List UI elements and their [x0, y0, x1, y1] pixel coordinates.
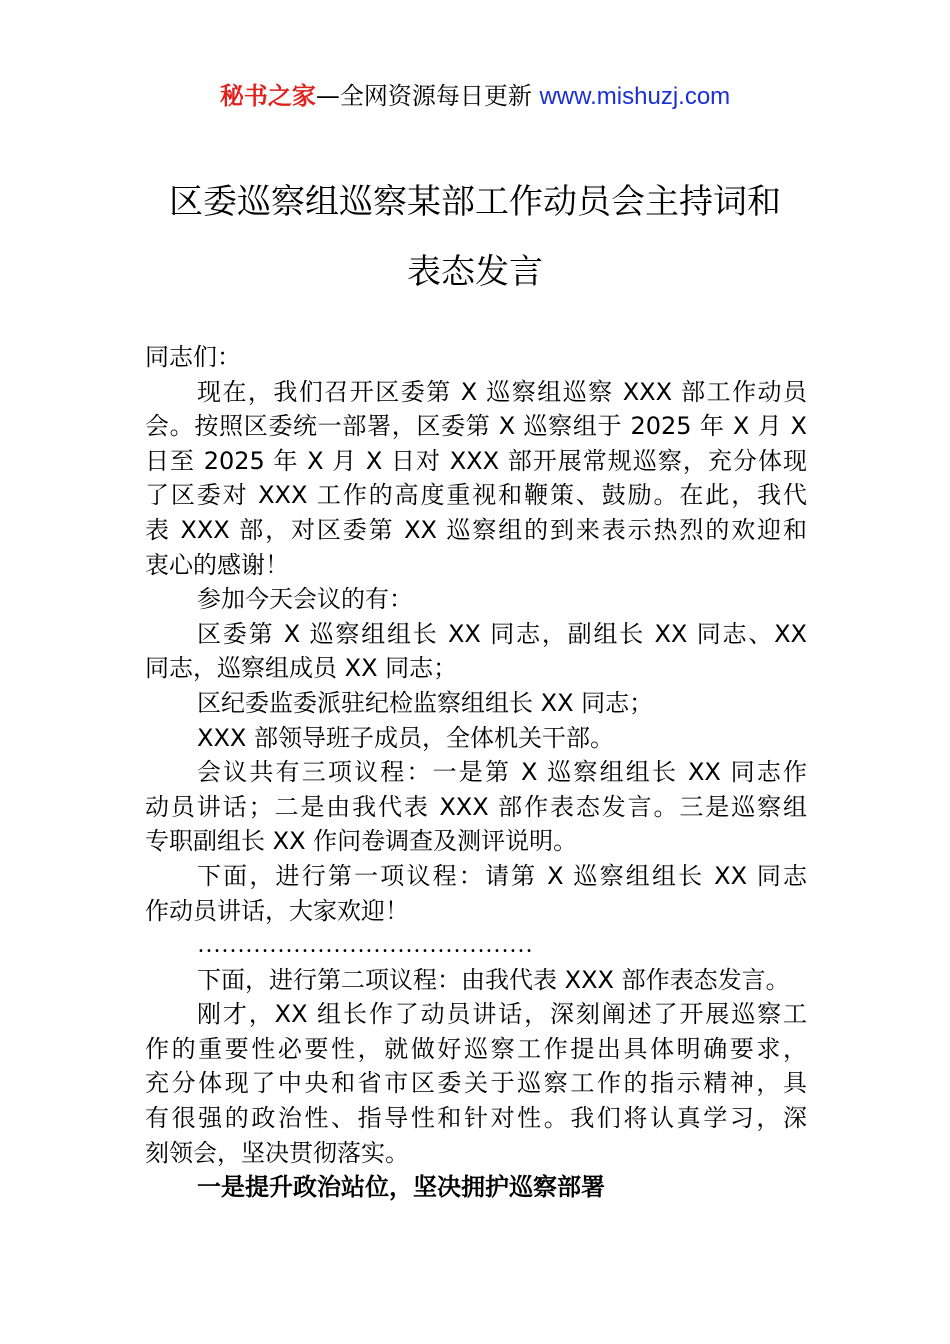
paragraph-line: 现在，我们召开区委第 X 巡察组巡察 XXX 部工作动员 — [197, 377, 807, 406]
paragraph-line: XXX 部领导班子成员，全体机关干部。 — [197, 723, 614, 752]
paragraph-line: 刚才，XX 组长作了动员讲话，深刻阐述了开展巡察工 — [197, 1000, 807, 1029]
paragraph-line: 同志，巡察组成员 XX 同志； — [145, 654, 458, 683]
paragraph-line: 作动员讲话，大家欢迎！ — [145, 896, 409, 925]
header-tagline: —全网资源每日更新 — [315, 82, 540, 110]
paragraph-line: 下面，进行第一项议程：请第 X 巡察组组长 XX 同志 — [197, 861, 807, 890]
paragraph-line: 动员讲话；二是由我代表 XXX 部作表态发言。三是巡察组 — [145, 792, 807, 821]
section-heading: 一是提升政治站位，坚决拥护巡察部署 — [197, 1173, 605, 1202]
paragraph-line: 作的重要性必要性，就做好巡察工作提出具体明确要求， — [145, 1034, 807, 1063]
document-title-line-1: 区委巡察组巡察某部工作动员会主持词和 — [169, 182, 781, 222]
paragraph-line: 充分体现了中央和省市区委关于巡察工作的指示精神，具 — [145, 1069, 807, 1098]
paragraph-line: 日至 2025 年 X 月 X 日对 XXX 部开展常规巡察，充分体现 — [145, 446, 807, 475]
paragraph-line: 了区委对 XXX 工作的高度重视和鞭策、鼓励。在此，我代 — [145, 481, 807, 510]
paragraph-line: 会议共有三项议程：一是第 X 巡察组组长 XX 同志作 — [197, 758, 807, 787]
paragraph-line: 专职副组长 XX 作问卷调查及测评说明。 — [145, 827, 578, 856]
paragraph-line: 参加今天会议的有： — [197, 585, 413, 614]
paragraph-line: 有很强的政治性、指导性和针对性。我们将认真学习，深 — [145, 1104, 807, 1133]
document-body — [145, 340, 807, 1205]
paragraph-line: 刻领会，坚决贯彻落实。 — [145, 1138, 409, 1167]
document-title-line-2: 表态发言 — [407, 252, 543, 292]
site-url-link[interactable]: www.mishuzj.com — [539, 83, 731, 110]
brand-name: 秘书之家 — [219, 82, 316, 110]
paragraph-line: 会。按照区委统一部署，区委第 X 巡察组于 2025 年 X 月 X — [145, 412, 807, 441]
paragraph-line: 区纪委监委派驻纪检监察组组长 XX 同志； — [197, 688, 654, 717]
paragraph-line: 衷心的感谢！ — [145, 550, 289, 579]
salutation: 同志们： — [145, 343, 241, 371]
paragraph-line: 表 XXX 部，对区委第 XX 巡察组的到来表示热烈的欢迎和 — [145, 515, 807, 544]
ellipsis-separator: …………………………………… — [197, 932, 533, 959]
paragraph-line: 区委第 X 巡察组组长 XX 同志，副组长 XX 同志、XX — [197, 619, 807, 648]
paragraph-line: 下面，进行第二项议程：由我代表 XXX 部作表态发言。 — [197, 965, 790, 994]
site-header — [0, 80, 950, 113]
